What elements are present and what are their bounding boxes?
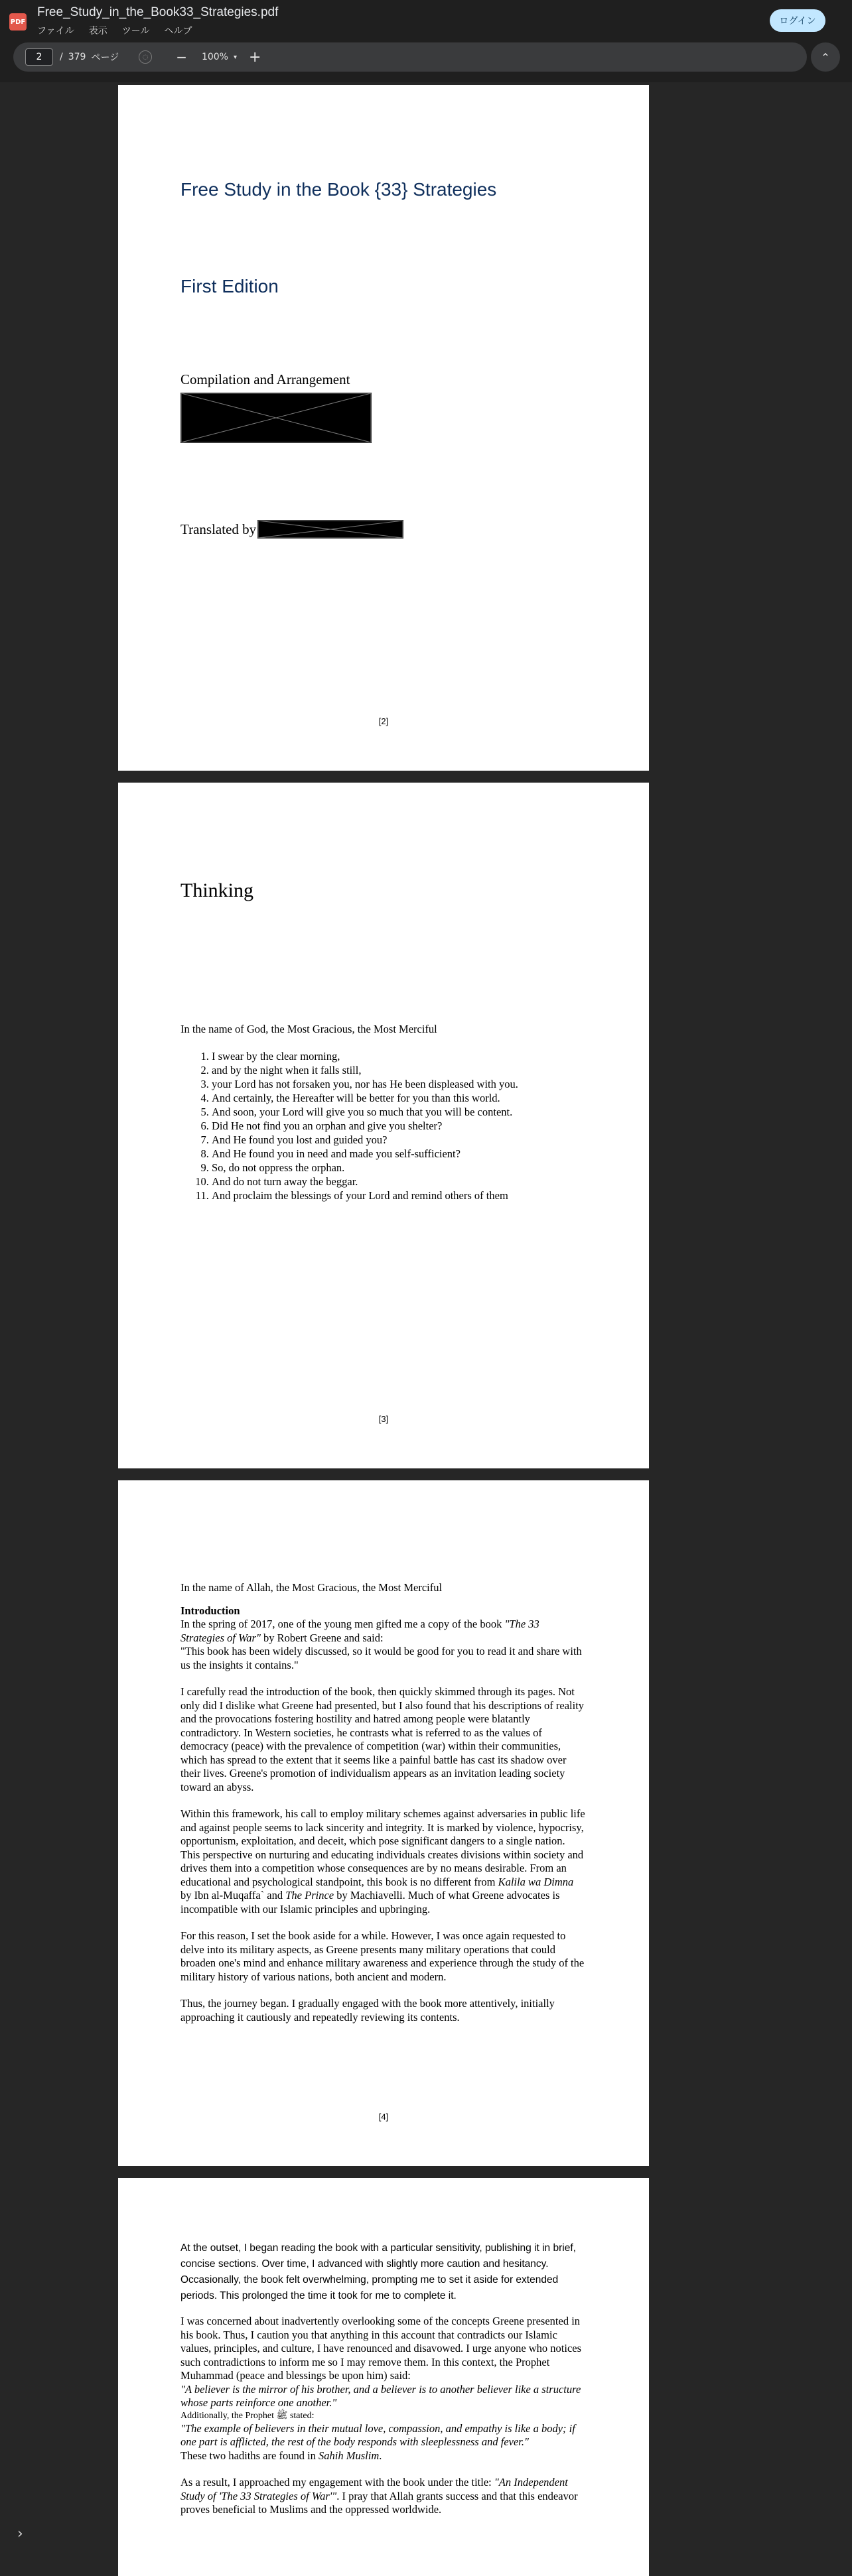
page-number: [4] [378, 2112, 389, 2122]
paragraph-text: by Machiavelli. Much of what Greene advocates is incompatible with our Islamic principles and upbringing. [180, 1889, 560, 1915]
intro-paragraph [180, 1618, 585, 1645]
intro-heading: Introduction [180, 1604, 240, 1617]
pages-suffix: ページ [91, 52, 119, 63]
paragraph: For this reason, I set the book aside for a while. However, I was once again requested to delve into its military aspects, as Greene presents many military operations that could broaden one's mind and enhance military awareness and experience through the study of the military history of various nations, both ancient and modern. [180, 1929, 585, 1983]
paragraph: At the outset, I began reading the book with a particular sensitivity, publishing it in brief, concise sections. Over time, I advanced with slightly more caution and hesitancy. Occasionally, the book felt overwhelming, prompting me to set it aside for extended periods. This prolonged the time it took for me to complete it. [180, 2242, 576, 2301]
quote-paragraph: "This book has been widely discussed, so it would be good for you to read it and share with us the insights it contains." [180, 1645, 582, 1671]
menu-help[interactable]: ヘルプ [164, 26, 192, 36]
italic-title: Sahih Muslim [319, 2449, 380, 2462]
pdf-toolbar [13, 42, 807, 72]
paragraph-text: . [379, 2449, 382, 2462]
list-item: 9. So, do not oppress the orphan. [212, 1161, 612, 1175]
login-button[interactable]: ログイン [770, 9, 825, 32]
list-item: 4. And certainly, the Hereafter will be better for you than this world. [212, 1091, 612, 1105]
zoom-in-button[interactable]: + [249, 48, 261, 66]
translated-by-line [180, 520, 403, 539]
hadith-quote: "A believer is the mirror of his brother, and a believer is to another believer like a structure whose parts reinforce one another." [180, 2382, 581, 2409]
verse-list-container [180, 1049, 612, 1202]
italic-title: The Prince [285, 1889, 334, 1901]
paragraph-text: by Ibn al-Muqaffa` and [180, 1889, 286, 1901]
page-number: [3] [378, 1414, 389, 1424]
document-title: Free_Study_in_the_Book33_Strategies.pdf [37, 5, 279, 19]
list-item: 7. And He found you lost and guided you? [212, 1133, 612, 1147]
page-body [180, 1581, 585, 2037]
edition-heading: First Edition [180, 276, 279, 296]
additionally-line: Additionally, the Prophet ﷺ stated: [180, 2410, 315, 2421]
list-item: 6. Did He not find you an orphan and give you shelter? [212, 1119, 612, 1133]
paragraph-text: These two hadiths are found in [180, 2449, 319, 2462]
menu-bar [37, 24, 192, 37]
menu-file[interactable]: ファイル [37, 26, 74, 36]
basmala: In the name of Allah, the Most Gracious, the Most Merciful [180, 1581, 443, 1594]
zoom-level[interactable]: 100% [201, 52, 228, 62]
top-bar [0, 0, 852, 82]
paragraph: I carefully read the introduction of the book, then quickly skimmed through its pages. Not only did I dislike what Greene had presented, but I also found that his descriptions of reality and the provocations fostering hostility and hatred among people were blatantly contradictory. In Western societies, he contrasts what is referred to as the values of democracy (peace) with the prevalence of competition (war) within their communities, which has spread to the extent that it seems like a painful battle has cast its shadow over their lives. Greene's promotion of individualism appears as an invitation leading society toward an abyss. [180, 1685, 585, 1793]
pdf-page-4 [118, 1480, 649, 2166]
menu-view[interactable]: 表示 [88, 26, 107, 36]
paragraph-text: . I pray that Allah grants success and that this endeavor proves beneficial to Muslims and the oppressed worldwide. [180, 2489, 578, 2516]
book-title: Free Study in the Book {33} Strategies [180, 179, 497, 200]
hadith-quote: "The example of believers in their mutual love, compassion, and empathy is like a body; if one part is afflicted, the rest of the body responds with sleeplessness and fever." [180, 2421, 575, 2448]
pdf-page-2 [118, 85, 649, 771]
paragraph [180, 1807, 585, 1916]
zoom-dropdown-icon[interactable]: ▾ [233, 53, 238, 61]
section-heading: Thinking [180, 879, 253, 901]
book-title-italic: "The 33 Strategies of War" [180, 1618, 539, 1644]
paragraph: Thus, the journey began. I gradually engaged with the book more attentively, initially approaching it cautiously and repeatedly reviewing its contents. [180, 1997, 555, 2024]
page-body [180, 2240, 585, 2530]
paragraph [180, 2449, 585, 2463]
paragraph: I was concerned about inadvertently overlooking some of the concepts Greene presented in his book. Thus, I caution you that anything in this account that contradicts our Islamic values, principles, and culture, I have renounced and disavowed. I urge anyone who notices such contradictions to inform me so I may remove them. In this context, the Prophet Muhammad (peace and blessings be upon him) said: [180, 2315, 582, 2382]
translated-by-label: Translated by [180, 521, 257, 537]
list-item: 1. I swear by the clear morning, [212, 1049, 612, 1063]
italic-title: Kalila wa Dimna [498, 1875, 574, 1888]
pdf-app-icon: PDF [9, 13, 27, 31]
compilation-label: Compilation and Arrangement [180, 371, 350, 387]
menu-tools[interactable]: ツール [121, 26, 150, 36]
page-number: [2] [378, 716, 389, 726]
list-item: 8. And He found you in need and made you self-sufficient? [212, 1147, 612, 1161]
total-pages: 379 [68, 52, 86, 62]
redacted-author-image [180, 393, 372, 443]
list-item: 10. And do not turn away the beggar. [212, 1175, 612, 1189]
fit-page-icon[interactable]: ◌ [139, 50, 152, 64]
page-separator: / [60, 52, 63, 62]
pdf-page-3 [118, 783, 649, 1468]
sidebar-toggle-button[interactable]: › [17, 2526, 23, 2542]
intro-text: by Robert Greene and said: [260, 1631, 384, 1644]
collapse-toolbar-button[interactable]: ⌃ [811, 42, 840, 72]
paragraph-text: Within this framework, his call to employ military schemes against adversaries in public life and against people seems to lack sincerity and integrity. It is marked by violence, hypocrisy, opportunism, exploitation, and deceit, which pose significant dangers to a single nation. This perspective on nurturing and educating individuals creates divisions within society and drives them into a competition whose consequences are by no means desirable. From an educational and psychological standpoint, this book is no different from [180, 1807, 585, 1888]
intro-text: In the spring of 2017, one of the young men gifted me a copy of the book [180, 1618, 505, 1630]
list-item: 3. your Lord has not forsaken you, nor has He been displeased with you. [212, 1077, 612, 1091]
zoom-out-button[interactable]: − [176, 49, 187, 65]
verse-list [180, 1049, 612, 1202]
redaction-cross [180, 393, 372, 443]
paragraph [180, 2476, 585, 2517]
pdf-page-5 [118, 2178, 649, 2576]
redaction-cross [257, 520, 403, 539]
italic-title: "An Independent Study of 'The 33 Strategies of War'" [180, 2476, 568, 2502]
list-item: 2. and by the night when it falls still, [212, 1063, 612, 1077]
list-item: 11. And proclaim the blessings of your Lord and remind others of them [212, 1189, 612, 1202]
basmala: In the name of God, the Most Gracious, the Most Merciful [180, 1023, 437, 1035]
paragraph-text: As a result, I approached my engagement with the book under the title: [180, 2476, 494, 2488]
redacted-translator-image [257, 520, 403, 539]
list-item: 5. And soon, your Lord will give you so much that you will be content. [212, 1105, 612, 1119]
page-number-input[interactable]: 2 [25, 48, 53, 66]
